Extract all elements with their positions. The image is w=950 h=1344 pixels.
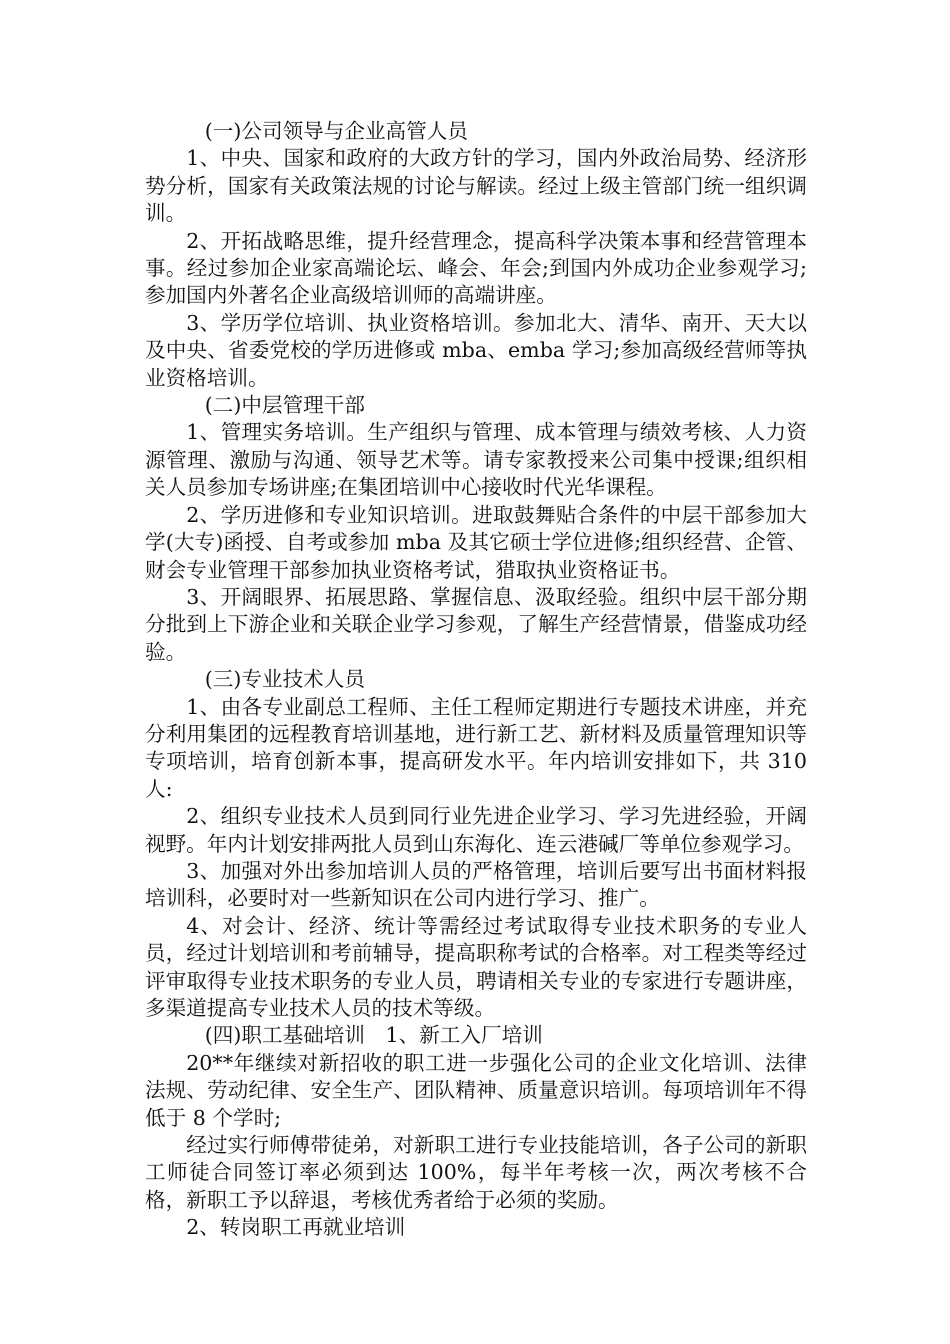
paragraph-technical-staff-3: 3、加强对外出参加培训人员的严格管理，培训后要写出书面材料报培训科，必要时对一些新知识在公司内进行学习、推广。 (145, 858, 807, 911)
paragraph-basic-training-2: 经过实行师傅带徒弟，对新职工进行专业技能培训，各子公司的新职工师徒合同签订率必须到达 100%，每半年考核一次，两次考核不合格，新职工予以辞退，考核优秀者给于必须的奖励。 (145, 1133, 807, 1212)
paragraph-technical-staff-1: 1、由各专业副总工程师、主任工程师定期进行专题技术讲座，并充分利用集团的远程教育培训基地，进行新工艺、新材料及质量管理知识等专项培训，培育创新本事，提高研发水平。年内培训安排如下，共 310 人: (145, 694, 814, 801)
section-heading-middle-managers: (二)中层管理干部 (204, 393, 365, 418)
paragraph-leaders-3: 3、学历学位培训、执业资格培训。参加北大、清华、南开、天大以及中央、省委党校的学历进修或 mba、emba 学习;参加高级经营师等执业资格培训。 (145, 310, 807, 390)
section-heading-leaders: (一)公司领导与企业高管人员 (204, 119, 468, 143)
paragraph-basic-training-1: 20**年继续对新招收的职工进一步强化公司的企业文化培训、法律法规、劳动纪律、安全生产、团队精神、质量意识培训。每项培训年不得低于 8 个学时; (145, 1050, 807, 1130)
section-heading-basic-training: (四)职工基础培训 1、新工入厂培训 (204, 1023, 543, 1048)
section-heading-technical-staff: (三)专业技术人员 (204, 667, 365, 692)
paragraph-leaders-2: 2、开拓战略思维，提升经营理念，提高科学决策本事和经营管理本事。经过参加企业家高端论坛、峰会、年会;到国内外成功企业参观学习;参加国内外著名企业高级培训师的高端讲座。 (145, 228, 807, 308)
paragraph-middle-managers-3: 3、开阔眼界、拓展思路、掌握信息、汲取经验。组织中层干部分期分批到上下游企业和关联企业学习参观，了解生产经营情景，借鉴成功经验。 (145, 584, 807, 664)
paragraph-middle-managers-2: 2、学历进修和专业知识培训。进取鼓舞贴合条件的中层干部参加大学(大专)函授、自考或参加 mba 及其它硕士学位进修;组织经营、企管、财会专业管理干部参加执业资格考试，猎取执业资格证书。 (145, 502, 807, 582)
paragraph-leaders-1: 1、中央、国家和政府的大政方针的学习，国内外政治局势、经济形势分析，国家有关政策法规的讨论与解读。经过上级主管部门统一组织调训。 (145, 146, 807, 226)
paragraph-technical-staff-4: 4、对会计、经济、统计等需经过考试取得专业技术职务的专业人员，经过计划培训和考前辅导，提高职称考试的合格率。对工程类等经过评审取得专业技术职务的专业人员，聘请相关专业的专家进行专题讲座，多渠道提高专业技术人员的技术等级。 (145, 913, 807, 1020)
paragraph-technical-staff-2: 2、组织专业技术人员到同行业先进企业学习、学习先进经验，开阔视野。年内计划安排两批人员到山东海化、连云港碱厂等单位参观学习。 (145, 804, 807, 856)
document-page (145, 118, 814, 1242)
paragraph-middle-managers-1: 1、管理实务培训。生产组织与管理、成本管理与绩效考核、人力资源管理、激励与沟通、领导艺术等。请专家教授来公司集中授课;组织相关人员参加专场讲座;在集团培训中心接收时代光华课程。 (145, 420, 807, 500)
paragraph-basic-training-3: 2、转岗职工再就业培训 (186, 1215, 406, 1240)
